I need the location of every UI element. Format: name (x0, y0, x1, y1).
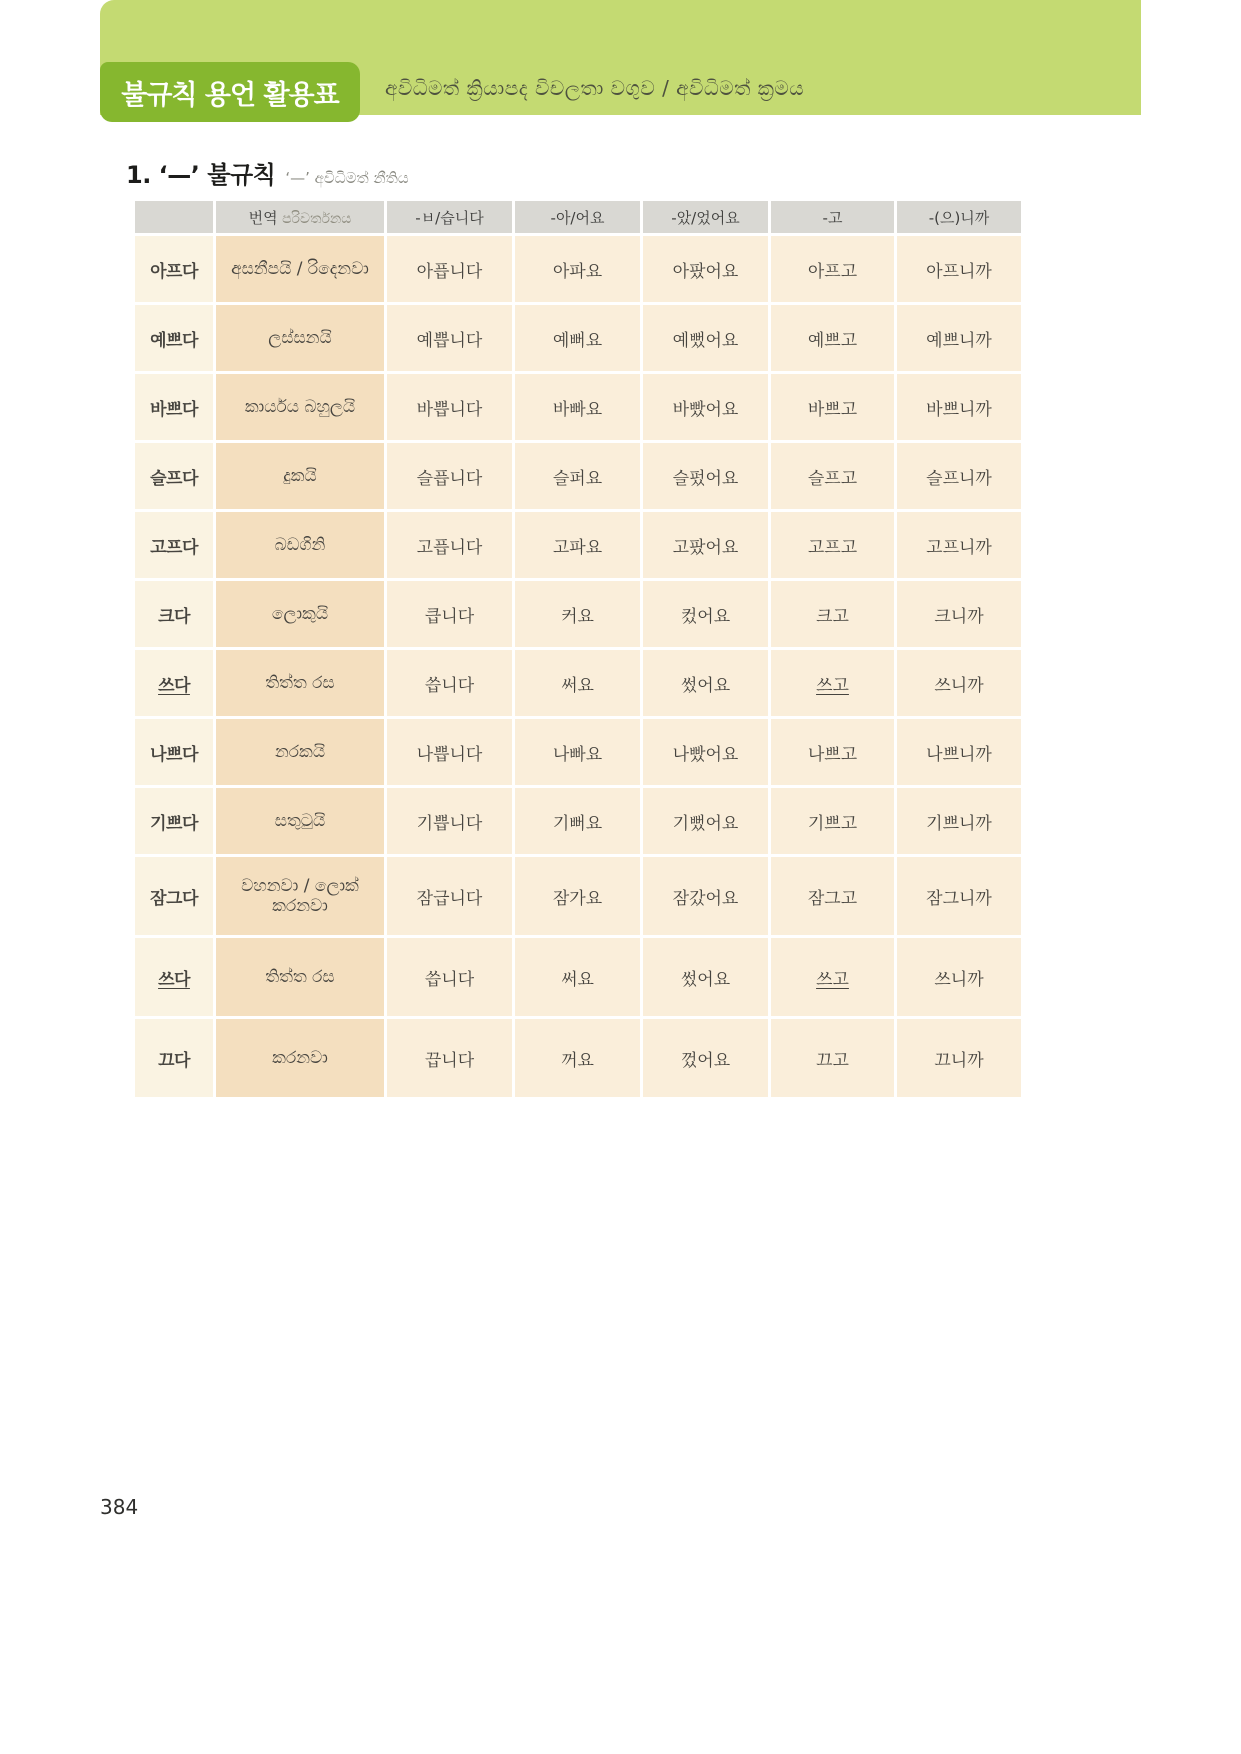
form-cell: 고팠어요 (643, 512, 768, 578)
form-cell: 아파요 (515, 236, 640, 302)
verb-cell: 쓰다 (135, 650, 213, 716)
form-cell: 컸어요 (643, 581, 768, 647)
form-cell: 쓰고 (771, 938, 894, 1016)
verb-cell: 끄다 (135, 1019, 213, 1097)
form-cell: 기쁩니다 (387, 788, 512, 854)
form-cell: 고프니까 (897, 512, 1021, 578)
form-cell: 나쁩니다 (387, 719, 512, 785)
form-cell: 끕니다 (387, 1019, 512, 1097)
verb-cell: 아프다 (135, 236, 213, 302)
column-header-5: -고 (771, 201, 894, 233)
table-row (135, 857, 1021, 935)
form-cell: 쓰니까 (897, 650, 1021, 716)
form-cell: 바쁘니까 (897, 374, 1021, 440)
section-title-korean: 1. ‘—’ 불규칙 (126, 161, 276, 189)
form-cell: 바쁘고 (771, 374, 894, 440)
form-cell: 아픕니다 (387, 236, 512, 302)
verb-cell: 쓰다 (135, 938, 213, 1016)
form-cell: 기뻐요 (515, 788, 640, 854)
form-cell: 씁니다 (387, 938, 512, 1016)
form-cell: 잠그니까 (897, 857, 1021, 935)
translation-cell: කාර්යය බහුලයි (216, 374, 384, 440)
verb-cell: 나쁘다 (135, 719, 213, 785)
table-row (135, 719, 1021, 785)
form-cell: 써요 (515, 650, 640, 716)
form-cell: 잠가요 (515, 857, 640, 935)
form-cell: 쓰니까 (897, 938, 1021, 1016)
page-number: 384 (100, 1495, 139, 1519)
column-header-4: -았/었어요 (643, 201, 768, 233)
table-row (135, 305, 1021, 371)
column-header-0 (135, 201, 213, 233)
form-cell: 커요 (515, 581, 640, 647)
form-cell: 썼어요 (643, 650, 768, 716)
form-cell: 쓰고 (771, 650, 894, 716)
form-cell: 슬퍼요 (515, 443, 640, 509)
form-cell: 껐어요 (643, 1019, 768, 1097)
form-cell: 끄니까 (897, 1019, 1021, 1097)
verb-cell: 슬프다 (135, 443, 213, 509)
table-row (135, 581, 1021, 647)
verb-cell: 크다 (135, 581, 213, 647)
form-cell: 기쁘니까 (897, 788, 1021, 854)
form-cell: 예쁘니까 (897, 305, 1021, 371)
section-title (126, 155, 409, 190)
translation-cell: වහනවා / ලොක් කරනවා (216, 857, 384, 935)
table-header-row (135, 201, 1021, 233)
column-header-1: 번역 පරිවර්තනය (216, 201, 384, 233)
form-cell: 슬프고 (771, 443, 894, 509)
translation-cell: දුකයි (216, 443, 384, 509)
form-cell: 예뻐요 (515, 305, 640, 371)
verb-cell: 잠그다 (135, 857, 213, 935)
table-row (135, 512, 1021, 578)
form-cell: 아프니까 (897, 236, 1021, 302)
table-row (135, 938, 1021, 1016)
form-cell: 아프고 (771, 236, 894, 302)
column-header-1-sub: පරිවර්තනය (277, 210, 352, 227)
form-cell: 나빠요 (515, 719, 640, 785)
form-cell: 나쁘니까 (897, 719, 1021, 785)
form-cell: 잠급니다 (387, 857, 512, 935)
translation-cell: ලස්සනයි (216, 305, 384, 371)
form-cell: 크니까 (897, 581, 1021, 647)
translation-cell: නරකයි (216, 719, 384, 785)
verb-cell: 고프다 (135, 512, 213, 578)
header-badge (100, 62, 360, 122)
form-cell: 기쁘고 (771, 788, 894, 854)
translation-cell: කරනවා (216, 1019, 384, 1097)
form-cell: 슬프니까 (897, 443, 1021, 509)
header-badge-label: 불규칙 용언 활용표 (121, 79, 339, 111)
table-row (135, 236, 1021, 302)
form-cell: 꺼요 (515, 1019, 640, 1097)
form-cell: 잠갔어요 (643, 857, 768, 935)
translation-cell: තිත්ත රස (216, 938, 384, 1016)
column-header-2: -ㅂ/습니다 (387, 201, 512, 233)
verb-cell: 예쁘다 (135, 305, 213, 371)
translation-cell: බඩගිනි (216, 512, 384, 578)
form-cell: 큽니다 (387, 581, 512, 647)
form-cell: 고픕니다 (387, 512, 512, 578)
form-cell: 잠그고 (771, 857, 894, 935)
form-cell: 바빠요 (515, 374, 640, 440)
form-cell: 예쁩니다 (387, 305, 512, 371)
table-row (135, 374, 1021, 440)
form-cell: 바빴어요 (643, 374, 768, 440)
form-cell: 나쁘고 (771, 719, 894, 785)
form-cell: 바쁩니다 (387, 374, 512, 440)
form-cell: 예쁘고 (771, 305, 894, 371)
conjugation-table (132, 198, 1024, 1100)
form-cell: 슬펐어요 (643, 443, 768, 509)
column-header-3: -아/어요 (515, 201, 640, 233)
form-cell: 예뻤어요 (643, 305, 768, 371)
header-banner (100, 0, 1141, 115)
form-cell: 썼어요 (643, 938, 768, 1016)
translation-cell: අසනීපයි / රිදෙනවා (216, 236, 384, 302)
form-cell: 크고 (771, 581, 894, 647)
translation-cell: තිත්ත රස (216, 650, 384, 716)
verb-cell: 기쁘다 (135, 788, 213, 854)
translation-cell: ලොකුයි (216, 581, 384, 647)
header-subtitle: අවිධිමත් ක්‍රියාපද විචලතා වගුව / අවිධිමත් ක්‍රමය (385, 76, 805, 100)
section-title-sinhala: ‘—’ අවිධිමත් නීතිය (285, 169, 409, 187)
form-cell: 아팠어요 (643, 236, 768, 302)
form-cell: 끄고 (771, 1019, 894, 1097)
table-row (135, 443, 1021, 509)
form-cell: 고파요 (515, 512, 640, 578)
translation-cell: සතුටුයි (216, 788, 384, 854)
form-cell: 슬픕니다 (387, 443, 512, 509)
form-cell: 기뻤어요 (643, 788, 768, 854)
table-row (135, 650, 1021, 716)
column-header-6: -(으)니까 (897, 201, 1021, 233)
form-cell: 고프고 (771, 512, 894, 578)
table-row (135, 788, 1021, 854)
form-cell: 씁니다 (387, 650, 512, 716)
form-cell: 나빴어요 (643, 719, 768, 785)
verb-cell: 바쁘다 (135, 374, 213, 440)
form-cell: 써요 (515, 938, 640, 1016)
table-row (135, 1019, 1021, 1097)
